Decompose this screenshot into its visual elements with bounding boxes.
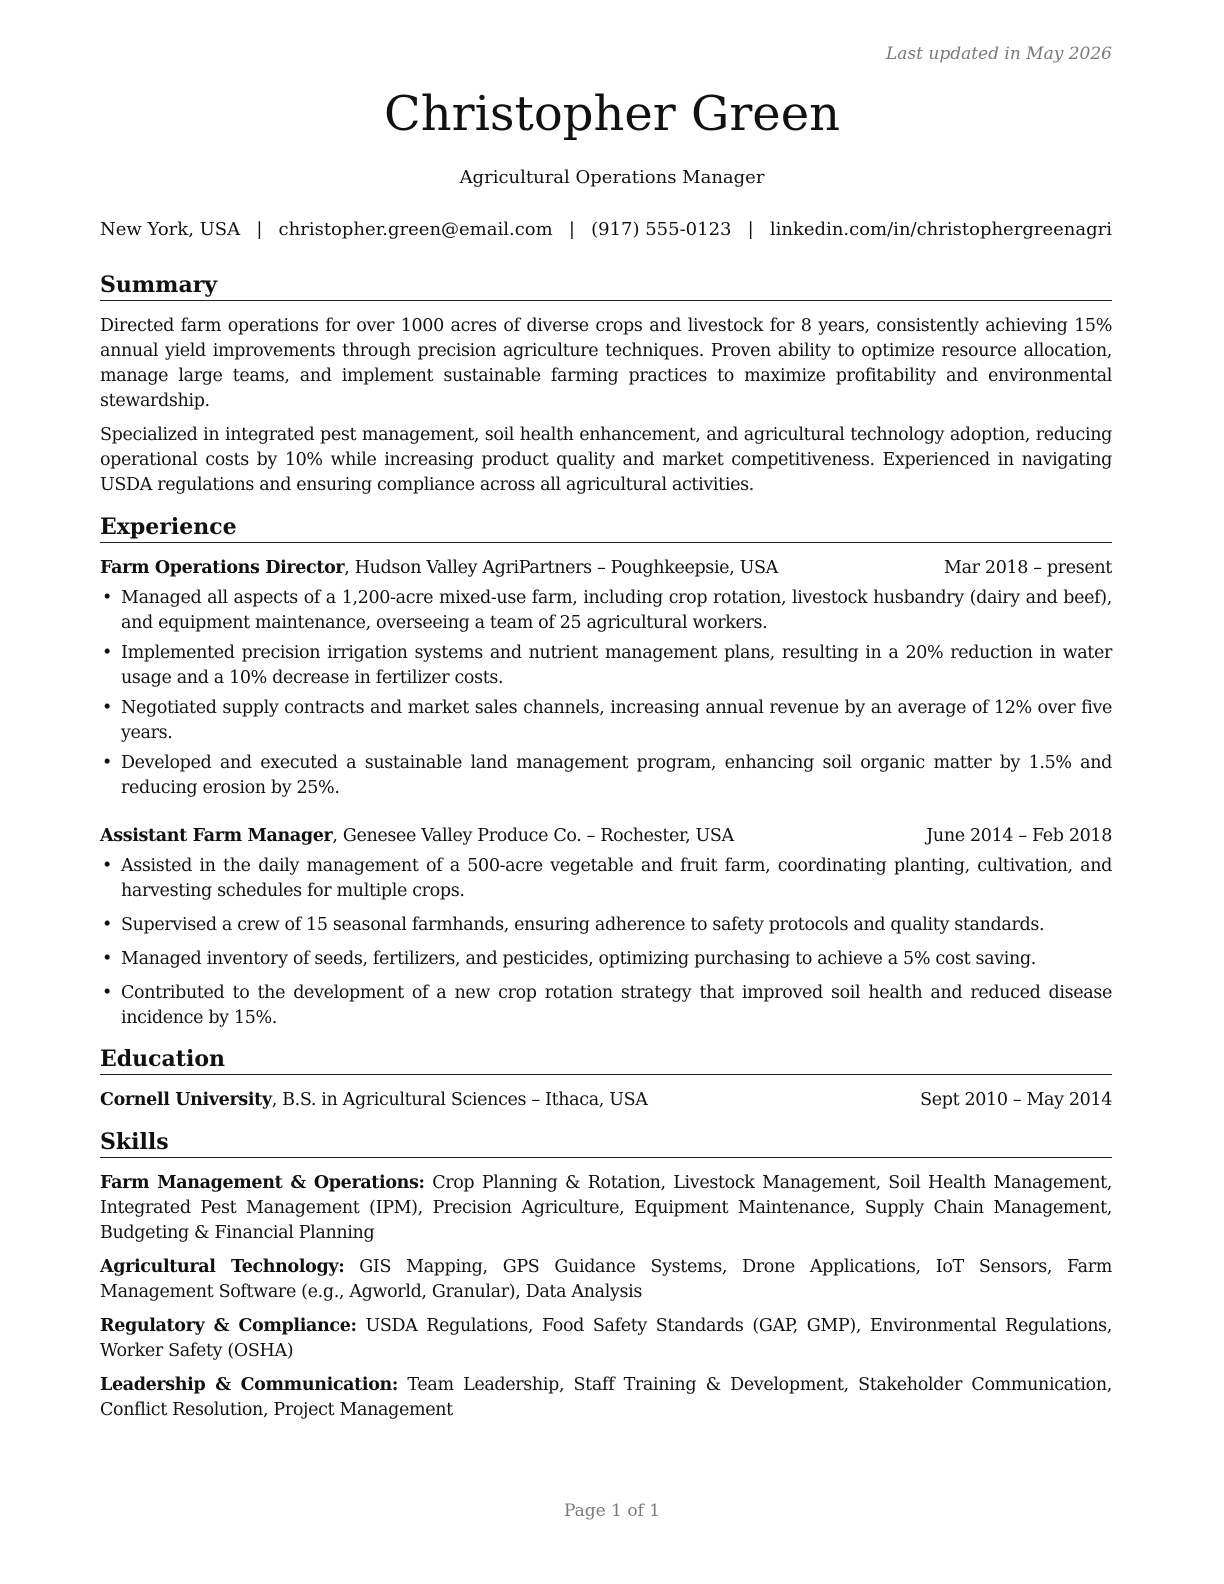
skill-group xyxy=(100,1373,1112,1423)
education-school: Cornell University xyxy=(100,1090,272,1110)
section-title-summary: Summary xyxy=(100,270,1112,301)
section-title-education: Education xyxy=(100,1044,1112,1075)
contact-separator: | xyxy=(747,219,754,240)
skill-group-label: Leadership & Communication: xyxy=(100,1375,399,1395)
summary-paragraph: Directed farm operations for over 1000 acres of diverse crops and livestock for 8 years, consistently achieving 15% annual yield improvements through precision agriculture techniques. Proven ability to optimize resource allocation, manage large teams, and implement sustainable farming practices to maximize profitability and environmental stewardship. xyxy=(100,316,1112,411)
skill-group xyxy=(100,1314,1112,1364)
skill-group-items: GIS Mapping, GPS Guidance Systems, Drone Applications, IoT Sensors, Farm Management Software (e.g., Agworld, Granular), Data Analysis xyxy=(100,1257,1113,1302)
contact-linkedin[interactable]: linkedin.com/in/christophergreenagri xyxy=(769,219,1112,240)
page-number: Page 1 of 1 xyxy=(563,1501,661,1521)
list-item: • Assisted in the daily management of a 500-acre vegetable and fruit farm, coordinating planting, cultivation, and harvesting schedules for multiple crops. xyxy=(100,854,1112,904)
headline: Agricultural Operations Manager xyxy=(459,167,765,188)
list-item: • Contributed to the development of a new crop rotation strategy that improved soil health and reduced disease incidence by 15%. xyxy=(100,981,1112,1031)
list-item: • Managed all aspects of a 1,200-acre mixed-use farm, including crop rotation, livestock husbandry (dairy and beef), and equipment maintenance, overseeing a team of 25 agricultural workers. xyxy=(100,586,1112,636)
job-org: , Genesee Valley Produce Co. – Rochester, USA xyxy=(332,826,734,846)
job-dates: June 2014 – Feb 2018 xyxy=(926,826,1112,846)
contact-separator: | xyxy=(568,219,575,240)
skill-group-label: Farm Management & Operations: xyxy=(100,1173,425,1193)
list-item: • Supervised a crew of 15 seasonal farmhands, ensuring adherence to safety protocols and quality standards. xyxy=(100,913,1112,938)
section-title-skills: Skills xyxy=(100,1127,1112,1158)
skill-group-label: Agricultural Technology: xyxy=(100,1257,345,1277)
contact-location: New York, USA xyxy=(100,219,241,240)
skill-group-items: USDA Regulations, Food Safety Standards (GAP, GMP), Environmental Regulations, Worker Safety (OSHA) xyxy=(100,1316,1112,1361)
job-bullets xyxy=(100,586,1112,801)
education-entry xyxy=(100,1088,1112,1113)
list-item: • Managed inventory of seeds, fertilizers, and pesticides, optimizing purchasing to achieve a 5% cost saving. xyxy=(100,947,1112,972)
job-dates: Mar 2018 – present xyxy=(944,558,1112,578)
resume-body xyxy=(100,270,1112,1423)
skill-group-items: Crop Planning & Rotation, Livestock Management, Soil Health Management, Integrated Pest Management (IPM), Precision Agriculture, Equipment Maintenance, Supply Chain Management, Budgeting & Financial Planning xyxy=(100,1173,1113,1243)
section-title-experience: Experience xyxy=(100,512,1112,543)
last-updated: Last updated in May 2026 xyxy=(885,44,1112,64)
skill-group-label: Regulatory & Compliance: xyxy=(100,1316,357,1336)
skill-group xyxy=(100,1255,1112,1305)
job-role: Assistant Farm Manager xyxy=(100,826,333,846)
contact-phone: (917) 555-0123 xyxy=(591,219,732,240)
skill-group xyxy=(100,1171,1112,1246)
skill-group-items: Team Leadership, Staff Training & Development, Stakeholder Communication, Conflict Resolution, Project Management xyxy=(100,1375,1112,1420)
job-header xyxy=(100,824,1112,849)
job-bullets xyxy=(100,854,1112,1031)
summary-paragraph: Specialized in integrated pest management, soil health enhancement, and agricultural technology adoption, reducing operational costs by 10% while increasing product quality and market competitiveness. Experienced in navigating USDA regulations and ensuring compliance across all agricultural activities. xyxy=(100,425,1112,495)
education-dates: Sept 2010 – May 2014 xyxy=(920,1090,1112,1110)
contact-separator: | xyxy=(256,219,263,240)
list-item: • Developed and executed a sustainable land management program, enhancing soil organic matter by 1.5% and reducing erosion by 25%. xyxy=(100,751,1112,801)
education-degree: , B.S. in Agricultural Sciences – Ithaca, USA xyxy=(271,1090,648,1110)
contact-line xyxy=(100,219,1112,240)
job-header xyxy=(100,556,1112,581)
list-item: • Implemented precision irrigation systems and nutrient management plans, resulting in a 20% reduction in water usage and a 10% decrease in fertilizer costs. xyxy=(100,641,1112,691)
job-role: Farm Operations Director xyxy=(100,558,345,578)
list-item: • Negotiated supply contracts and market sales channels, increasing annual revenue by an average of 12% over five years. xyxy=(100,696,1112,746)
candidate-name: Christopher Green xyxy=(383,86,841,142)
contact-email[interactable]: christopher.green@email.com xyxy=(278,219,553,240)
job-org: , Hudson Valley AgriPartners – Poughkeepsie, USA xyxy=(344,558,778,578)
